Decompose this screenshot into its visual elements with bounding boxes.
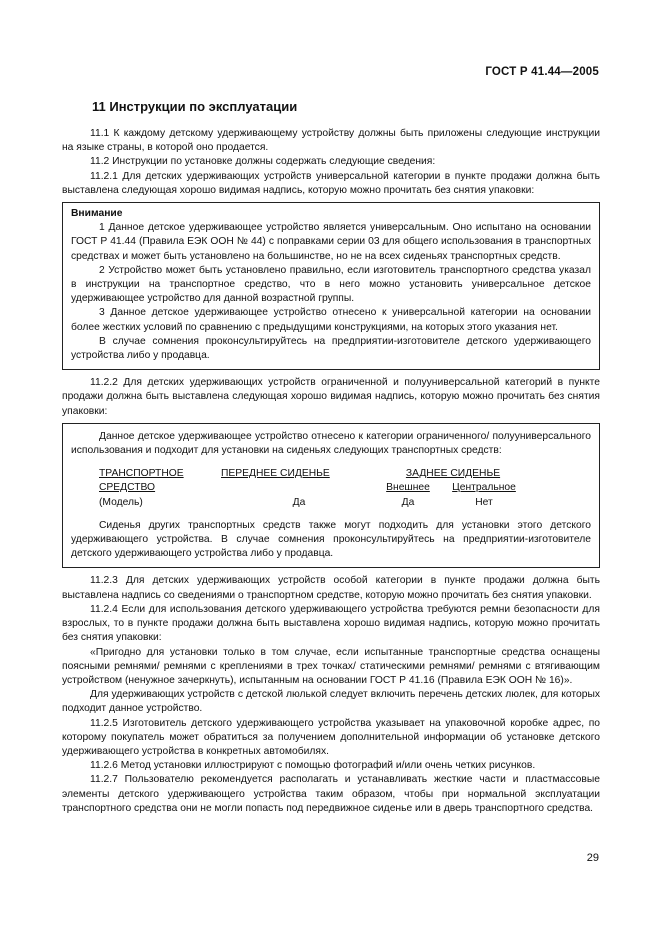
section-body (62, 127, 600, 816)
label-note: Сиденья других транспортных средств также могут подходить для установки этого детского удерживающего устройства. В случае сомнения проконсультируйтесь на предприятии-изготовителе детского удерживающего устройства либо у продавца. (71, 519, 591, 560)
warning-item-2: 2 Устройство может быть установлено правильно, если изготовитель транспортного средства указал в инструкции на транспортное средство, что в него можно установить универсальное детское удерживающее устройство для данной возрастной группы. (71, 264, 591, 305)
paragraph-11-2-6: 11.2.6 Метод установки иллюстрируют с помощью фотографий и/или очень четких рисунков. (90, 760, 536, 772)
col-rear-seat-header: ЗАДНЕЕ СИДЕНЬЕ (405, 468, 501, 480)
row-front-value: Да (292, 496, 306, 508)
paragraph-11-2-7: 11.2.7 Пользователю рекомендуется располагать и устанавливать жесткие части и пластмассовые элементы детского удерживающего устройства таким образом, чтобы при нормальной эксплуатации транспортного средства они не могли попасть под передвижное сиденье или в дверь транспортного средства. (62, 774, 600, 814)
paragraph-11-2-4: 11.2.4 Если для использования детского удерживающего устройства требуются ремни безопасности для взрослых, то в пункте продажи должна быть выставлена хорошо видимая надпись, которую можно прочитать без снятия упаковки: (62, 603, 600, 644)
col-vehicle-header-2: СРЕДСТВО (99, 482, 156, 494)
paragraph-quote: «Пригодно для установки только в том случае, если испытанные транспортные средства оснащены поясными ремнями/ ремнями с креплениями в трех точках/ статическими ремнями/ ремнями с втягивающим устройством (ненужное зачеркнуть), испытанным на основании ГОСТ Р 41.16 (Правила ЕЭК ООН № 16)». (62, 646, 600, 686)
paragraph-11-2-1: 11.2.1 Для детских удерживающих устройств универсальной категории в пункте продажи должна быть выставлена следующая хорошо видимая надпись, которую можно прочитать без снятия упаковки: (62, 170, 600, 196)
col-vehicle-header-1: ТРАНСПОРТНОЕ (99, 468, 184, 480)
col-front-seat-header: ПЕРЕДНЕЕ СИДЕНЬЕ (221, 468, 330, 480)
paragraph-11-2-5: 11.2.5 Изготовитель детского удерживающего устройства указывает на упаковочной коробке адрес, по которому покупатель может обратиться за получением дополнительной информации об установке детского удерживающего устройства в конкретных автомобилях. (62, 717, 600, 757)
paragraph-11-2-3: 11.2.3 Для детских удерживающих устройств особой категории в пункте продажи должна быть выставлена надпись со сведениями о транспортном средстве, которую можно прочитать без снятия упаковки. (62, 575, 600, 601)
paragraph-11-2: 11.2 Инструкции по установке должны содержать следующие сведения: (90, 156, 436, 168)
col-center-header: Центральное (452, 482, 516, 494)
warning-box-universal (62, 202, 600, 370)
paragraph-cradle: Для удерживающих устройств с детской люлькой следует включить перечень детских люлек, для которых подходит данное устройство. (62, 689, 600, 715)
paragraph-11-2-2: 11.2.2 Для детских удерживающих устройств ограниченной и полууниверсальной категорий в пункте продажи должна быть выставлена следующая хорошо видимая надпись, которую можно прочитать без снятия упаковки: (62, 377, 600, 417)
standard-header: ГОСТ Р 41.44—2005 (485, 66, 599, 78)
label-intro: Данное детское удерживающее устройство отнесено к категории ограниченного/ полууниверсального использования и подходит для установки на сиденьях следующих транспортных средств: (71, 430, 591, 457)
row-model-cell: (Модель) (99, 496, 143, 508)
warning-title: Внимание (71, 208, 123, 220)
page-number: 29 (586, 852, 599, 864)
row-center-value: Нет (475, 496, 493, 508)
paragraph-11-1: 11.1 К каждому детскому удерживающему устройству должны быть приложены следующие инструкции на языке страны, в которой оно продается. (62, 128, 600, 154)
warning-note: В случае сомнения проконсультируйтесь на предприятии-изготовителе детского удерживающего устройства либо у продавца. (71, 335, 591, 362)
vehicle-seat-table (99, 467, 591, 510)
warning-item-3: 3 Данное детское удерживающее устройство отнесено к универсальной категории на основании более жестких условий по сравнению с предыдущими конструкциями, на которых этого указания нет. (71, 307, 591, 333)
section-title: 11 Инструкции по эксплуатации (92, 99, 298, 114)
row-outer-value: Да (401, 496, 415, 508)
warning-item-1: 1 Данное детское удерживающее устройство является универсальным. Оно испытано на основании ГОСТ Р 41.44 (Правила ЕЭК ООН № 44) с поправками серии 03 для общего использования в транспортных средствах и может быть установлено на большинстве, но не на всех сиденьях транспортных средств. (71, 222, 591, 262)
label-box-restricted (62, 423, 600, 569)
col-outer-header: Внешнее (386, 482, 430, 494)
